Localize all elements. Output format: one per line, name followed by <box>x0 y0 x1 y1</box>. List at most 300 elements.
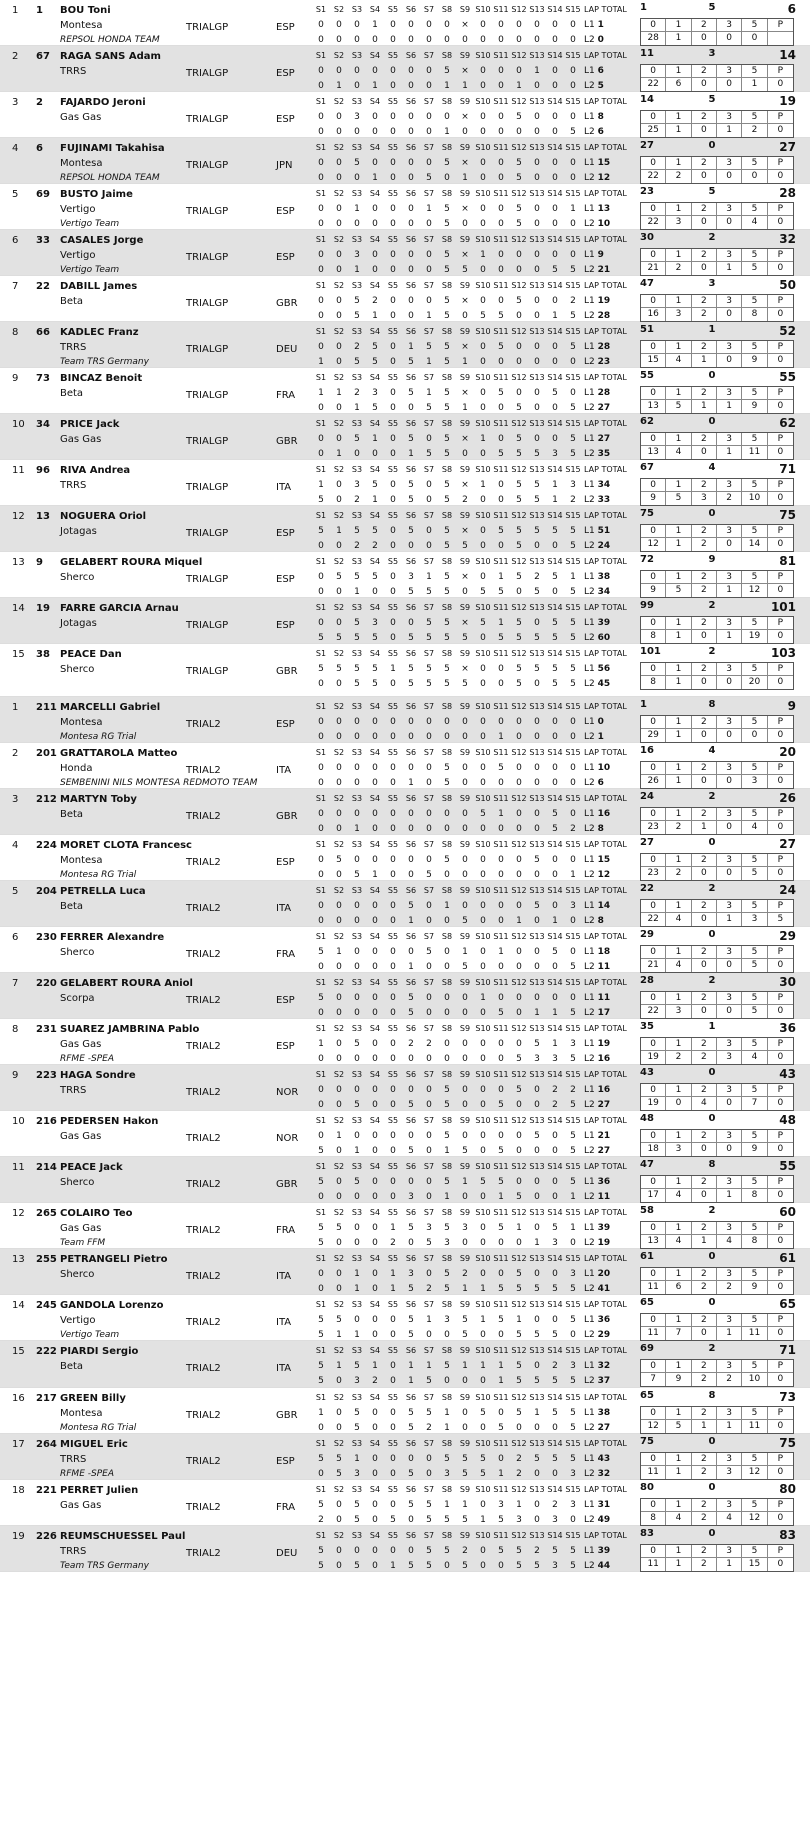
section-score: 0 <box>462 823 468 834</box>
section-score: 0 <box>444 1375 450 1386</box>
section-score: 5 <box>534 1283 540 1294</box>
count-value: 19 <box>641 1051 666 1064</box>
section-score: 5 <box>318 1237 324 1248</box>
section-header: S13 <box>529 189 545 198</box>
section-score: 5 <box>570 961 576 972</box>
count-value: 6 <box>666 78 691 91</box>
section-score: 5 <box>318 1176 324 1187</box>
section-scores <box>312 1482 630 1527</box>
section-header: S2 <box>333 1070 345 1079</box>
count-value: 7 <box>742 1097 767 1110</box>
section-header: S10 <box>475 932 491 941</box>
section-header: S7 <box>423 748 435 757</box>
section-header: S9 <box>459 1439 471 1448</box>
section-header: S3 <box>351 1208 363 1217</box>
total-points: 75 <box>640 1436 654 1447</box>
section-score: 5 <box>516 1283 522 1294</box>
lap2-total <box>582 219 626 229</box>
section-header: S15 <box>565 886 581 895</box>
count-value: 1 <box>717 1327 742 1340</box>
section-score: 5 <box>444 157 450 168</box>
count-value: 23 <box>641 867 666 880</box>
section-scores <box>312 186 630 231</box>
count-value: 2 <box>692 308 717 321</box>
rider-brand: Sherco <box>60 947 95 958</box>
section-score: 1 <box>462 1176 468 1187</box>
section-header: S6 <box>405 748 417 757</box>
section-score: 0 <box>498 1407 504 1418</box>
section-score: 0 <box>390 678 396 689</box>
section-score: 1 <box>552 1038 558 1049</box>
section-score: 5 <box>408 479 414 490</box>
section-header: S1 <box>315 840 327 849</box>
section-header: S7 <box>423 978 435 987</box>
section-header: S14 <box>547 1531 563 1540</box>
count-header: 1 <box>666 900 691 913</box>
section-score: 5 <box>444 678 450 689</box>
lap1-row <box>312 431 630 446</box>
section-header: S3 <box>351 1162 363 1171</box>
section-score: 5 <box>444 387 450 398</box>
rider-brand: Gas Gas <box>60 1039 102 1050</box>
section-header: S13 <box>529 1485 545 1494</box>
rider-nationality: ESP <box>276 68 295 79</box>
section-score: 2 <box>552 1499 558 1510</box>
total-points: 24 <box>640 791 654 802</box>
section-header: S2 <box>333 1116 345 1125</box>
section-score: 0 <box>390 915 396 926</box>
section-scores <box>312 1297 630 1342</box>
section-score: 3 <box>462 1222 468 1233</box>
section-score: 0 <box>372 808 378 819</box>
lap2-total <box>582 633 626 643</box>
lap1-score: 19 <box>597 1038 611 1049</box>
lap2-label: L2 <box>584 632 595 643</box>
section-header: S3 <box>351 189 363 198</box>
totals-row <box>640 94 800 108</box>
section-score: 0 <box>408 716 414 727</box>
section-header: S5 <box>387 143 399 152</box>
score-count-table <box>640 616 794 644</box>
section-score: 5 <box>516 617 522 628</box>
section-header: S5 <box>387 1300 399 1309</box>
count-value: 0 <box>768 775 793 788</box>
section-score: 5 <box>498 1007 504 1018</box>
rider-category: TRIALGP <box>186 436 229 447</box>
section-score: 3 <box>408 1268 414 1279</box>
lap2-row <box>312 775 630 790</box>
section-score: 5 <box>480 586 486 597</box>
count-header: 2 <box>692 663 717 676</box>
total-points: 35 <box>640 1021 654 1032</box>
section-header: S4 <box>369 1531 381 1540</box>
section-score: 0 <box>372 854 378 865</box>
lap2-row <box>312 1051 630 1066</box>
section-score: 0 <box>318 341 324 352</box>
section-score: 2 <box>318 1514 324 1525</box>
lap2-row <box>312 308 630 323</box>
lap1-total <box>582 158 626 168</box>
section-score: 0 <box>480 1053 486 1064</box>
section-score: 0 <box>552 992 558 1003</box>
count-header: 0 <box>641 1084 666 1097</box>
lap1-total <box>582 66 626 76</box>
section-score: 0 <box>336 678 342 689</box>
rider-number: 1 <box>36 5 43 16</box>
lap2-label: L2 <box>584 540 595 551</box>
section-score: 0 <box>390 295 396 306</box>
lap1-row <box>312 201 630 216</box>
lap-total-header: LAP TOTAL <box>584 649 627 658</box>
count-value: 0 <box>692 630 717 643</box>
section-header: S11 <box>493 97 509 106</box>
section-score: 5 <box>480 617 486 628</box>
section-score: 3 <box>552 1053 558 1064</box>
count-header: 0 <box>641 1545 666 1558</box>
section-header: S6 <box>405 1116 417 1125</box>
rider-info <box>0 1388 312 1433</box>
section-scores <box>312 554 630 599</box>
count-header: 0 <box>641 295 666 308</box>
rider-number: 69 <box>36 189 50 200</box>
section-score: 5 <box>408 663 414 674</box>
lap2-label: L2 <box>584 448 595 459</box>
section-header: S12 <box>511 5 527 14</box>
score-count-table <box>640 570 794 598</box>
count-value: 0 <box>768 262 793 275</box>
section-header: S2 <box>333 327 345 336</box>
lap1-row <box>312 806 630 821</box>
total-points: 47 <box>640 278 654 289</box>
lap1-score: 8 <box>597 111 604 122</box>
count-header: 5 <box>742 1407 767 1420</box>
section-header: S9 <box>459 1485 471 1494</box>
totals-row <box>640 745 800 759</box>
section-score: 0 <box>426 854 432 865</box>
lap2-total <box>582 1284 626 1294</box>
rider-row <box>0 1111 810 1157</box>
lap-total-header: LAP TOTAL <box>584 235 627 244</box>
section-score: 2 <box>426 1283 432 1294</box>
section-score: × <box>461 571 469 582</box>
lap2-row <box>312 492 630 507</box>
section-score: 1 <box>354 1268 360 1279</box>
section-score: 0 <box>318 869 324 880</box>
lap2-score: 34 <box>597 586 611 597</box>
count-value: 1 <box>717 584 742 597</box>
section-score: 0 <box>354 65 360 76</box>
count-header: 2 <box>692 946 717 959</box>
count-header: P <box>768 1360 793 1373</box>
count-value: 2 <box>666 262 691 275</box>
section-header: S8 <box>441 1346 453 1355</box>
section-header: S10 <box>475 5 491 14</box>
section-score: 0 <box>336 264 342 275</box>
section-score: 0 <box>462 586 468 597</box>
section-header: S12 <box>511 281 527 290</box>
section-score: 0 <box>336 823 342 834</box>
lap1-label: L1 <box>584 1314 595 1325</box>
section-header: S15 <box>565 5 581 14</box>
lap1-score: 16 <box>597 808 611 819</box>
section-score: 0 <box>408 80 414 91</box>
section-score: 5 <box>570 617 576 628</box>
section-score: 0 <box>336 1407 342 1418</box>
section-score: 0 <box>480 663 486 674</box>
section-header: S2 <box>333 557 345 566</box>
total-time-penalty: 2 <box>708 791 716 802</box>
section-score: 0 <box>408 946 414 957</box>
totals-block <box>640 1021 800 1065</box>
section-header-row <box>312 975 630 990</box>
lap2-label: L2 <box>584 823 595 834</box>
section-header: S10 <box>475 649 491 658</box>
count-header: 2 <box>692 1038 717 1051</box>
section-header: S1 <box>315 1300 327 1309</box>
section-score: 5 <box>408 586 414 597</box>
section-score: 5 <box>570 448 576 459</box>
count-value: 13 <box>641 446 666 459</box>
section-score: 0 <box>480 264 486 275</box>
section-score: 1 <box>570 571 576 582</box>
section-score: 0 <box>426 1191 432 1202</box>
rider-name: MIGUEL Eric <box>60 1439 128 1450</box>
section-score: 1 <box>354 1145 360 1156</box>
rider-team: Team FFM <box>60 1238 106 1248</box>
count-value: 0 <box>768 1420 793 1433</box>
rider-team: Team TRS Germany <box>60 357 149 367</box>
section-header: S11 <box>493 978 509 987</box>
section-score: 5 <box>498 1099 504 1110</box>
section-header: S11 <box>493 886 509 895</box>
section-header: S2 <box>333 1346 345 1355</box>
count-header: 3 <box>717 900 742 913</box>
totals-row <box>640 2 800 16</box>
count-header: 0 <box>641 571 666 584</box>
section-score: 5 <box>462 915 468 926</box>
section-score: 0 <box>534 19 540 30</box>
lap2-total <box>582 1515 626 1525</box>
section-header: S14 <box>547 702 563 711</box>
section-score: 1 <box>390 1222 396 1233</box>
section-score: 0 <box>444 1038 450 1049</box>
count-header: P <box>768 479 793 492</box>
section-header: S7 <box>423 1070 435 1079</box>
section-score: 0 <box>480 203 486 214</box>
count-value: 15 <box>641 354 666 367</box>
section-header: S4 <box>369 419 381 428</box>
lap1-label: L1 <box>584 1084 595 1095</box>
count-header: 2 <box>692 1453 717 1466</box>
lap2-row <box>312 170 630 185</box>
rider-row <box>0 598 810 644</box>
section-header: S3 <box>351 886 363 895</box>
section-score: 5 <box>570 540 576 551</box>
section-header: S1 <box>315 1116 327 1125</box>
lap2-total <box>582 1192 626 1202</box>
count-value: 1 <box>717 446 742 459</box>
count-header: 2 <box>692 387 717 400</box>
rider-name: RIVA Andrea <box>60 465 131 476</box>
section-score: 0 <box>336 1053 342 1064</box>
section-header: S6 <box>405 235 417 244</box>
section-header: S6 <box>405 1393 417 1402</box>
section-header: S8 <box>441 702 453 711</box>
section-header: S8 <box>441 932 453 941</box>
count-value <box>768 32 793 45</box>
section-header: S3 <box>351 1300 363 1309</box>
section-header: S15 <box>565 1393 581 1402</box>
section-score: 2 <box>552 1084 558 1095</box>
section-header: S2 <box>333 1439 345 1448</box>
count-value: 19 <box>641 1097 666 1110</box>
section-score: 1 <box>336 1130 342 1141</box>
section-score: 0 <box>408 111 414 122</box>
section-score: 0 <box>534 218 540 229</box>
lap2-total <box>582 1561 626 1571</box>
totals-row <box>640 508 800 522</box>
section-score: 0 <box>552 433 558 444</box>
section-score: 5 <box>336 663 342 674</box>
section-score: 0 <box>372 157 378 168</box>
section-score: 0 <box>570 1329 576 1340</box>
section-header: S6 <box>405 702 417 711</box>
rider-brand: Beta <box>60 388 84 399</box>
totals-block <box>640 1067 800 1111</box>
lap2-score: 60 <box>597 632 611 643</box>
section-header: S12 <box>511 511 527 520</box>
count-value: 0 <box>717 32 742 45</box>
score-count-table <box>640 340 794 368</box>
section-score: × <box>461 157 469 168</box>
section-header: S10 <box>475 603 491 612</box>
section-header: S4 <box>369 748 381 757</box>
section-header: S14 <box>547 748 563 757</box>
section-header: S4 <box>369 978 381 987</box>
section-score: 0 <box>552 1176 558 1187</box>
section-score: 0 <box>318 1007 324 1018</box>
rider-name: FARRE GARCIA Arnau <box>60 603 179 614</box>
lap1-row <box>312 1266 630 1281</box>
section-header-row <box>312 1343 630 1358</box>
section-header: S10 <box>475 373 491 382</box>
section-score: 0 <box>336 1422 342 1433</box>
section-score: 0 <box>444 869 450 880</box>
total-score: 6 <box>787 2 796 16</box>
count-header: 2 <box>692 1130 717 1143</box>
section-score: 0 <box>516 65 522 76</box>
section-header-row <box>312 1390 630 1405</box>
section-score: 5 <box>318 1360 324 1371</box>
section-header: S5 <box>387 932 399 941</box>
section-header: S7 <box>423 1254 435 1263</box>
section-score: 5 <box>552 525 558 536</box>
rider-number: 231 <box>36 1024 57 1035</box>
section-score: 0 <box>390 203 396 214</box>
section-header: S6 <box>405 603 417 612</box>
section-score: 1 <box>318 1407 324 1418</box>
section-header: S8 <box>441 1531 453 1540</box>
totals-row <box>640 1113 800 1127</box>
lap1-label: L1 <box>584 808 595 819</box>
score-count-table <box>640 294 794 322</box>
section-header: S15 <box>565 932 581 941</box>
rider-name: MARTYN Toby <box>60 794 137 805</box>
lap1-score: 18 <box>597 946 611 957</box>
section-header: S12 <box>511 748 527 757</box>
rider-team: SEMBENINI NILS MONTESA REDMOTO TEAM <box>60 778 258 788</box>
lap1-label: L1 <box>584 1130 595 1141</box>
section-header: S5 <box>387 419 399 428</box>
section-header: S13 <box>529 1393 545 1402</box>
section-header: S6 <box>405 1485 417 1494</box>
lap2-score: 0 <box>597 34 604 45</box>
rider-nationality: ITA <box>276 765 292 776</box>
lap2-total <box>582 495 626 505</box>
section-header: S14 <box>547 794 563 803</box>
section-score: 0 <box>462 762 468 773</box>
section-score: 0 <box>534 762 540 773</box>
total-points: 14 <box>640 94 654 105</box>
section-score: 0 <box>318 586 324 597</box>
section-score: 1 <box>408 777 414 788</box>
section-header-row <box>312 699 630 714</box>
section-score: 5 <box>354 1038 360 1049</box>
section-scores <box>312 1205 630 1250</box>
lap1-total <box>582 480 626 490</box>
count-header: 1 <box>666 433 691 446</box>
section-score: 5 <box>552 663 558 674</box>
total-score: 52 <box>779 324 796 338</box>
section-header: S3 <box>351 281 363 290</box>
section-score: 0 <box>516 716 522 727</box>
lap1-label: L1 <box>584 663 595 674</box>
count-header: 3 <box>717 1268 742 1281</box>
section-score: 5 <box>354 295 360 306</box>
count-value: 0 <box>692 729 717 742</box>
section-score: 1 <box>336 80 342 91</box>
lap2-row <box>312 821 630 836</box>
section-header: S14 <box>547 419 563 428</box>
section-header: S2 <box>333 1393 345 1402</box>
section-header: S10 <box>475 1300 491 1309</box>
lap1-total <box>582 618 626 628</box>
section-header: S9 <box>459 465 471 474</box>
lap1-label: L1 <box>584 203 595 214</box>
count-header: P <box>768 341 793 354</box>
lap1-total <box>582 855 626 865</box>
section-score: 0 <box>390 34 396 45</box>
section-score: 0 <box>480 961 486 972</box>
section-score: 0 <box>534 264 540 275</box>
section-header: S7 <box>423 465 435 474</box>
rider-info <box>0 368 312 413</box>
section-score: 0 <box>390 1329 396 1340</box>
total-score: 83 <box>779 1528 796 1542</box>
section-header: S12 <box>511 1024 527 1033</box>
lap2-score: 12 <box>597 869 611 880</box>
lap-total-header: LAP TOTAL <box>584 1439 627 1448</box>
rider-name: PEACE Jack <box>60 1162 123 1173</box>
lap1-total <box>582 901 626 911</box>
section-header: S10 <box>475 702 491 711</box>
section-score: 0 <box>534 1499 540 1510</box>
section-header: S7 <box>423 649 435 658</box>
section-header: S12 <box>511 794 527 803</box>
lap1-label: L1 <box>584 1176 595 1187</box>
section-score: 0 <box>318 731 324 742</box>
rider-row <box>0 1388 810 1434</box>
